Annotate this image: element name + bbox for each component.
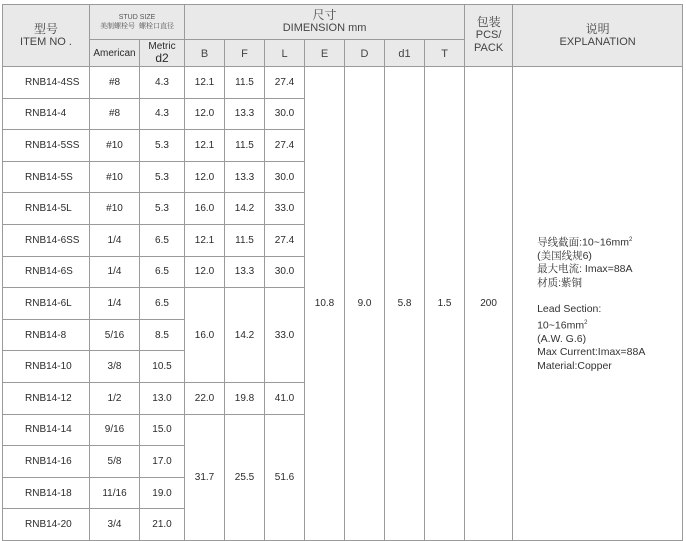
col-b-label: B	[200, 48, 209, 60]
american-cell: 1/2	[90, 382, 140, 414]
f-cell: 25.5	[225, 414, 265, 540]
metric-d2-label: d2	[155, 51, 169, 65]
e-cell: 10.8	[305, 67, 345, 541]
f-cell: 13.3	[225, 256, 265, 288]
american-cell: 1/4	[90, 224, 140, 256]
metric-cell: 8.5	[140, 319, 185, 351]
explanation-header-en: EXPLANATION	[559, 35, 636, 48]
b-cell: 12.1	[185, 67, 225, 99]
item-cell: RNB14-5SS	[3, 130, 90, 162]
col-t-header	[425, 40, 465, 67]
b-cell: 16.0	[185, 288, 225, 383]
item-header-en: ITEM NO .	[20, 35, 72, 48]
b-cell: 12.1	[185, 130, 225, 162]
metric-cell: 15.0	[140, 414, 185, 446]
metric-cell: 19.0	[140, 477, 185, 509]
stud-size-cn-labels	[90, 22, 184, 31]
col-e-header	[305, 40, 345, 67]
l-cell: 33.0	[265, 193, 305, 225]
metric-cell: 6.5	[140, 288, 185, 320]
col-d-header	[345, 40, 385, 67]
expl-cn-sup: 2	[629, 236, 633, 243]
expl-cn-material: 材质:紫铜	[537, 276, 583, 289]
american-cell: #8	[90, 98, 140, 130]
table-row	[3, 67, 683, 99]
american-cell: 5/8	[90, 446, 140, 478]
t-cell: 1.5	[425, 67, 465, 541]
l-cell: 30.0	[265, 98, 305, 130]
col-f-label: F	[241, 48, 248, 60]
pack-header-en-2: PACK	[474, 42, 504, 54]
pack-header-en-1: PCS/	[475, 29, 502, 41]
dimension-header	[185, 5, 465, 40]
explanation-header-cn: 说明	[585, 21, 610, 36]
item-header-cn: 型号	[33, 21, 58, 36]
expl-cn-current: 最大电流: Imax=88A	[537, 263, 633, 276]
metric-cell: 5.3	[140, 193, 185, 225]
american-cell: #10	[90, 161, 140, 193]
item-cell: RNB14-8	[3, 319, 90, 351]
l-cell: 30.0	[265, 256, 305, 288]
d1-cell: 5.8	[385, 67, 425, 541]
b-cell: 12.0	[185, 98, 225, 130]
american-cell: #8	[90, 67, 140, 99]
expl-en-awg: (A.W. G.6)	[537, 332, 587, 345]
metric-cell: 21.0	[140, 509, 185, 541]
metric-cell: 5.3	[140, 161, 185, 193]
item-cell: RNB14-14	[3, 414, 90, 446]
pack-cell: 200	[465, 67, 513, 541]
american-header	[90, 40, 140, 67]
american-cell: 3/4	[90, 509, 140, 541]
item-cell: RNB14-18	[3, 477, 90, 509]
metric-cell: 4.3	[140, 98, 185, 130]
expl-cn-section-text: 导线截面:10~16mm	[537, 236, 629, 249]
dimension-header-en: DIMENSION mm	[282, 22, 367, 34]
stud-metric-cn: 螺栓口直径	[138, 23, 174, 30]
f-cell: 13.3	[225, 161, 265, 193]
col-l-label: L	[281, 48, 288, 60]
f-cell: 13.3	[225, 98, 265, 130]
f-cell: 11.5	[225, 224, 265, 256]
metric-cell: 6.5	[140, 256, 185, 288]
american-cell: 9/16	[90, 414, 140, 446]
expl-en-section	[537, 317, 682, 333]
col-e-label: E	[320, 48, 329, 60]
f-cell: 11.5	[225, 67, 265, 99]
item-cell: RNB14-12	[3, 382, 90, 414]
f-cell: 19.8	[225, 382, 265, 414]
stud-size-header	[90, 5, 185, 40]
product-spec-table-wrapper	[2, 4, 683, 541]
american-cell: #10	[90, 130, 140, 162]
metric-cell: 17.0	[140, 446, 185, 478]
col-d1-label: d1	[398, 48, 411, 60]
f-cell: 11.5	[225, 130, 265, 162]
item-cell: RNB14-20	[3, 509, 90, 541]
expl-cn-section	[537, 234, 682, 250]
col-d1-header	[385, 40, 425, 67]
expl-en-section-text: 10~16mm	[537, 319, 585, 332]
pack-header	[465, 5, 513, 67]
item-header	[3, 5, 90, 67]
american-cell: #10	[90, 193, 140, 225]
expl-gap	[537, 290, 682, 303]
american-cell: 5/16	[90, 319, 140, 351]
item-cell: RNB14-6L	[3, 288, 90, 320]
expl-cn-awg: (美国线规6)	[537, 249, 592, 262]
american-cell: 1/4	[90, 288, 140, 320]
item-cell: RNB14-16	[3, 446, 90, 478]
l-cell: 30.0	[265, 161, 305, 193]
metric-cell: 10.5	[140, 351, 185, 383]
f-cell: 14.2	[225, 193, 265, 225]
metric-cell: 13.0	[140, 382, 185, 414]
expl-en-material: Material:Copper	[537, 359, 612, 372]
l-cell: 27.4	[265, 67, 305, 99]
item-cell: RNB14-5L	[3, 193, 90, 225]
metric-cell: 6.5	[140, 224, 185, 256]
stud-size-label: STUD SIZE	[118, 14, 156, 21]
b-cell: 31.7	[185, 414, 225, 540]
l-cell: 51.6	[265, 414, 305, 540]
dimension-header-cn: 尺寸	[312, 8, 337, 22]
col-d-label: D	[360, 48, 369, 60]
stud-american-cn: 美制螺栓号	[100, 23, 136, 30]
metric-label: Metric	[148, 41, 176, 52]
explanation-cell	[513, 67, 683, 541]
col-l-header	[265, 40, 305, 67]
col-b-header	[185, 40, 225, 67]
item-cell: RNB14-4SS	[3, 67, 90, 99]
metric-header	[140, 40, 185, 67]
product-spec-table	[2, 4, 683, 541]
header-row-1	[3, 5, 683, 40]
american-label: American	[93, 47, 136, 59]
l-cell: 33.0	[265, 288, 305, 383]
item-cell: RNB14-10	[3, 351, 90, 383]
item-cell: RNB14-4	[3, 98, 90, 130]
american-cell: 1/4	[90, 256, 140, 288]
col-t-label: T	[441, 48, 448, 60]
b-cell: 22.0	[185, 382, 225, 414]
explanation-header	[513, 5, 683, 67]
f-cell: 14.2	[225, 288, 265, 383]
l-cell: 27.4	[265, 224, 305, 256]
d-cell: 9.0	[345, 67, 385, 541]
b-cell: 12.0	[185, 161, 225, 193]
l-cell: 27.4	[265, 130, 305, 162]
item-cell: RNB14-6S	[3, 256, 90, 288]
expl-en-current: Max Current:Imax=88A	[537, 346, 646, 359]
item-cell: RNB14-5S	[3, 161, 90, 193]
pack-header-cn: 包装	[476, 15, 501, 29]
metric-cell: 4.3	[140, 67, 185, 99]
expl-en-sup: 2	[584, 319, 588, 326]
l-cell: 41.0	[265, 382, 305, 414]
american-cell: 11/16	[90, 477, 140, 509]
metric-cell: 5.3	[140, 130, 185, 162]
item-cell: RNB14-6SS	[3, 224, 90, 256]
col-f-header	[225, 40, 265, 67]
american-cell: 3/8	[90, 351, 140, 383]
b-cell: 12.1	[185, 224, 225, 256]
b-cell: 16.0	[185, 193, 225, 225]
expl-en-section-label: Lead Section:	[537, 303, 602, 316]
b-cell: 12.0	[185, 256, 225, 288]
